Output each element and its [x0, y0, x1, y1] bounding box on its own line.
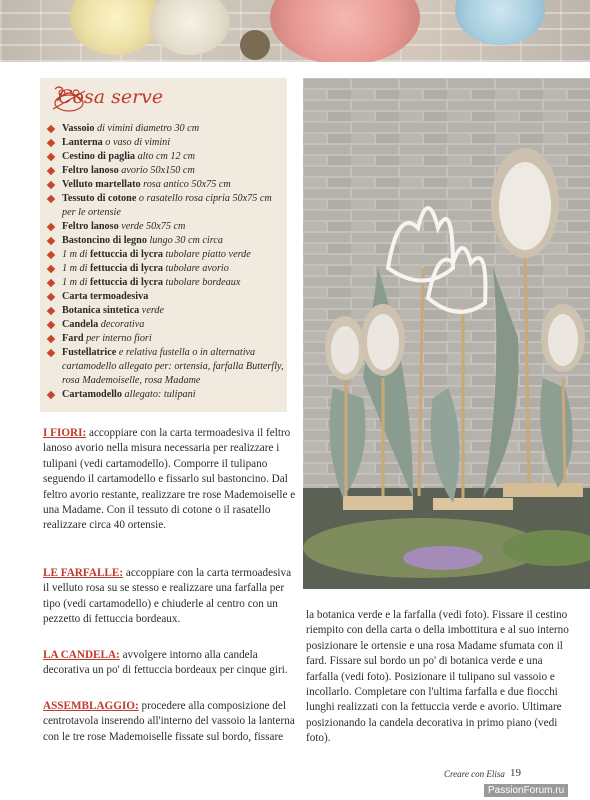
page-number: 19	[510, 767, 521, 779]
section-label: ASSEMBLAGGIO:	[43, 700, 139, 712]
list-item: Lanterna o vaso di vimini	[48, 136, 284, 150]
list-item: Candela decorativa	[48, 318, 284, 332]
section-assemblaggio: ASSEMBLAGGIO: procedere alla composizione del centrotavola inserendo all'interno del vassoio la lanterna con le tre rose Mademoiselle fissate sul bordo, fissare	[43, 700, 295, 743]
materials-title: Cosa serve	[58, 86, 164, 108]
list-item: Carta termoadesiva	[48, 290, 284, 304]
section-farfalle: LE FARFALLE: accoppiare con la carta termoadesiva il velluto rosa su se stesso e realizzare una farfalla per tipo (vedi cartamodello) e chiuderle al centro con un pezzetto di fettuccia bordeaux.	[43, 567, 292, 626]
list-item: Cestino di paglia alto cm 12 cm	[48, 150, 284, 164]
list-item: Bastoncino di legno lungo 30 cm circa	[48, 234, 284, 248]
list-item: Botanica sintetica verde	[48, 304, 284, 318]
list-item: Fard per interno fiori	[48, 332, 284, 346]
section-label: LA CANDELA:	[43, 649, 120, 661]
list-item: Feltro lanoso verde 50x75 cm	[48, 220, 284, 234]
section-label: LE FARFALLE:	[43, 567, 124, 579]
section-continuation: la botanica verde e la farfalla (vedi foto). Fissare il cestino riempito con della carta o della imbottitura e al suo interno posizionare le ortensie e una rosa Madame sfumata con il fard. Fissare sul bordo un po' di botanica verde e una farfalla (vedi foto). Posizionare il tulipano sul vassoio e incollarlo. Completare con l'ultima farfalla e due fiocchi lunghi realizzati con la fettuccia verde e avorio. Ultimare posizionando la candela decorativa in primo piano (vedi foto).	[306, 609, 569, 745]
list-item: Cartamodello allegato: tulipani	[48, 388, 284, 402]
list-item: Fustellatrice e relativa fustella o in alternativa cartamodello allegato per: ortensia, farfalla Butterfly, rosa Mademoiselle, rosa Madame	[48, 346, 284, 388]
magazine-name: Creare con Elisa	[444, 769, 505, 779]
list-item: Feltro lanoso avorio 50x150 cm	[48, 164, 284, 178]
section-candela: LA CANDELA: avvolgere intorno alla candela decorativa un po' di fettuccia bordeaux per cinque giri.	[43, 649, 288, 677]
list-item: 1 m di fettuccia di lycra tubolare avorio	[48, 262, 284, 276]
section-label: I FIORI:	[43, 427, 87, 439]
materials-list	[48, 122, 284, 402]
tulip-centerpiece-photo	[303, 78, 590, 589]
list-item: 1 m di fettuccia di lycra tubolare piatto verde	[48, 248, 284, 262]
list-item: Tessuto di cotone o rasatello rosa cipria 50x75 cm per le ortensie	[48, 192, 284, 220]
watermark: PassionForum.ru	[484, 784, 568, 797]
list-item: Vassoio di vimini diametro 30 cm	[48, 122, 284, 136]
list-item: 1 m di fettuccia di lycra tubolare bordeaux	[48, 276, 284, 290]
list-item: Velluto martellato rosa antico 50x75 cm	[48, 178, 284, 192]
header-flower-photo	[0, 0, 590, 62]
section-fiori: I FIORI: accoppiare con la carta termoadesiva il feltro lanoso avorio nella misura necessaria per realizzare i tulipani (vedi cartamodello). Comporre il tulipano seguendo il cartamodello e fissarlo sul bastoncino. Dal feltro avorio restante, realizzare tre rose Mademoiselle e una Madame. Con il tessuto di cotone o il rasatello realizzare circa 40 ortensie.	[43, 427, 296, 532]
